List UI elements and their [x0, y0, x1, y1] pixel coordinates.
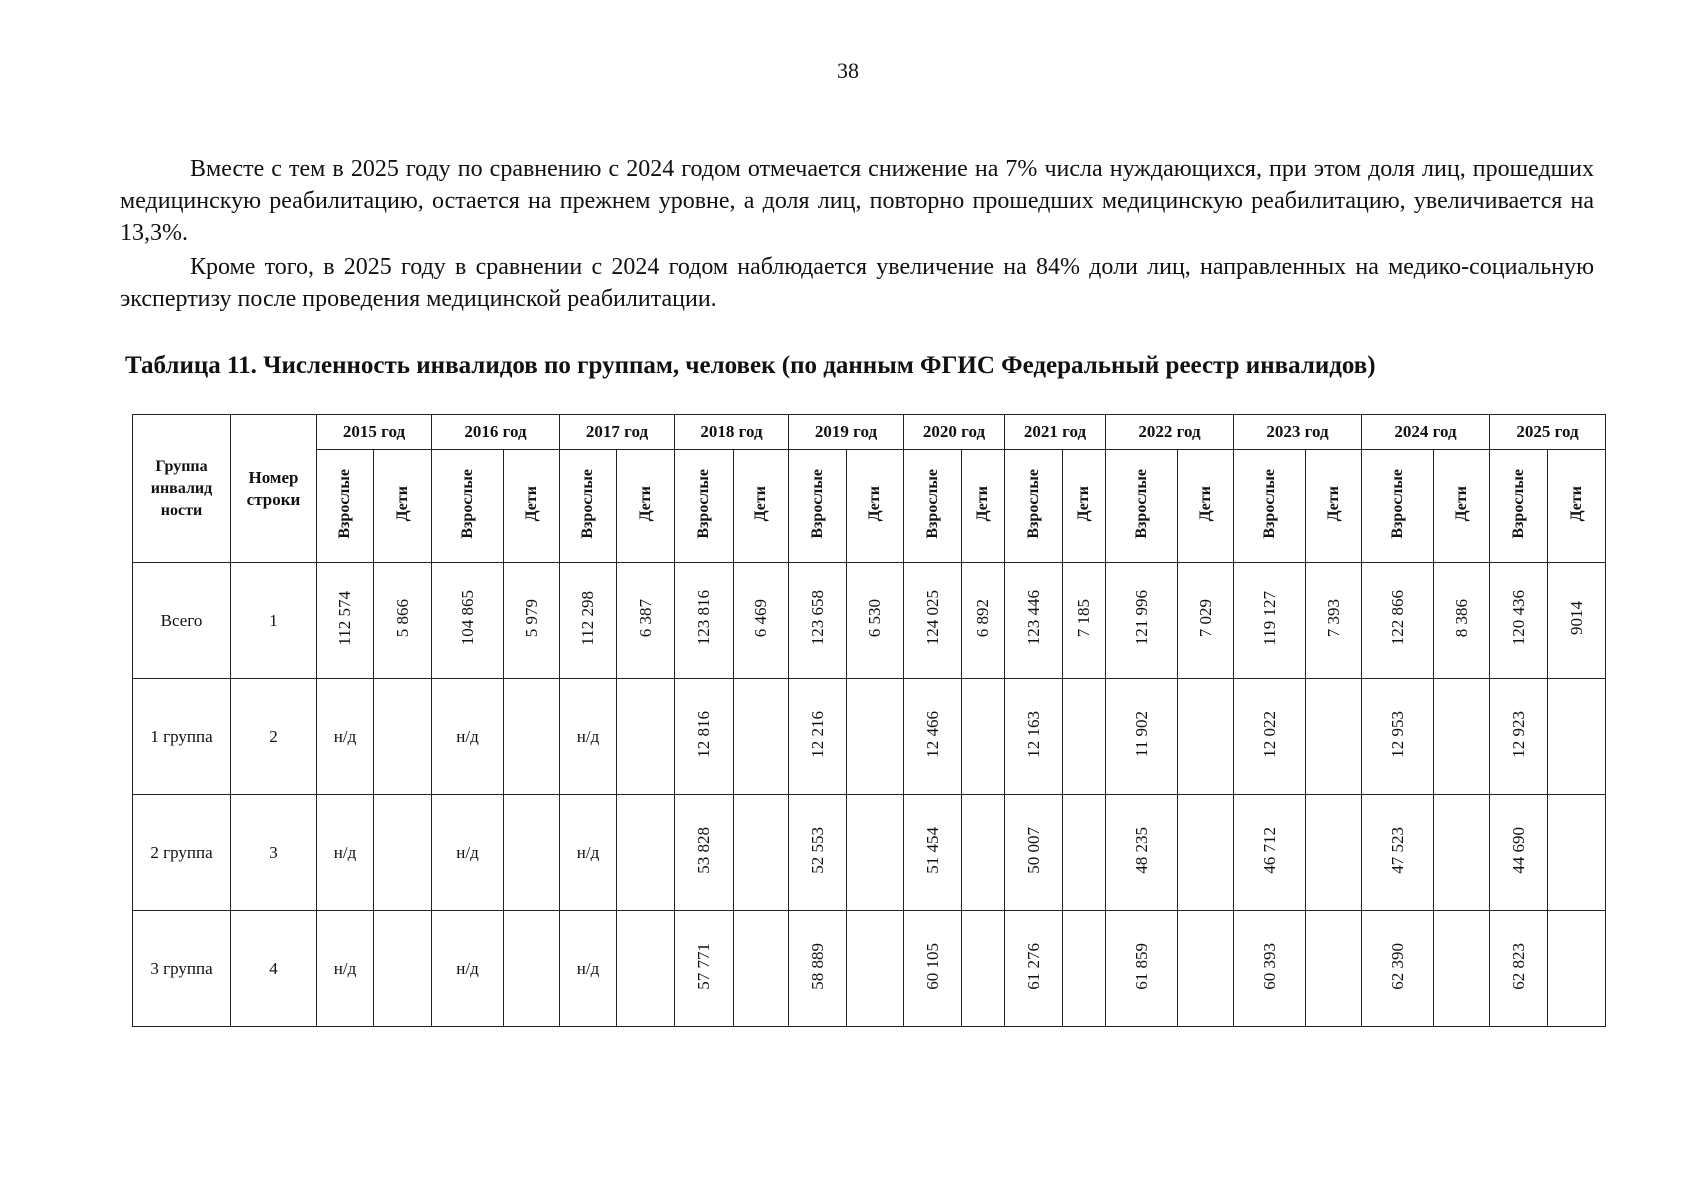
row-label: 3 группа: [133, 911, 231, 1027]
cell-value: 121 996: [1131, 590, 1151, 646]
disability-table: [132, 414, 1606, 1027]
table-cell: [904, 911, 962, 1027]
children-header: [1063, 450, 1106, 563]
table-cell: [962, 679, 1005, 795]
cell-value: 47 523: [1387, 826, 1407, 874]
table-cell: [1434, 911, 1490, 1027]
table-cell: [1063, 795, 1106, 911]
table-cell: [1234, 911, 1306, 1027]
table-cell: [374, 795, 432, 911]
table-cell: [1434, 679, 1490, 795]
cell-value: 6 387: [635, 598, 655, 638]
table-cell: [504, 795, 560, 911]
cell-value: 60 393: [1259, 942, 1279, 990]
table-cell: [432, 795, 504, 911]
cell-value: 61 859: [1131, 942, 1151, 990]
children-header: [1178, 450, 1234, 563]
table-cell: [1178, 795, 1234, 911]
cell-value: 5 866: [392, 598, 412, 638]
table-cell: [734, 679, 789, 795]
adults-header: [1234, 450, 1306, 563]
cell-na-value: н/д: [333, 726, 357, 746]
table-cell: [1178, 679, 1234, 795]
header-row-subcolumns: [133, 450, 1606, 563]
table-cell: [1362, 795, 1434, 911]
table-cell: [617, 911, 675, 1027]
subheader-label: Взрослые: [1024, 468, 1042, 539]
table-cell: [904, 795, 962, 911]
cell-value: 61 276: [1023, 942, 1043, 990]
table-cell: [962, 911, 1005, 1027]
table-cell: [1234, 563, 1306, 679]
page-number: 38: [837, 58, 859, 83]
table-cell: [904, 563, 962, 679]
cell-value: 50 007: [1023, 826, 1043, 874]
cell-value: 48 235: [1131, 826, 1151, 874]
row-number: 3: [231, 795, 317, 911]
table-cell: [789, 911, 847, 1027]
year-header: 2015 год: [317, 415, 432, 450]
table-cell: [1434, 563, 1490, 679]
table-cell: [1178, 911, 1234, 1027]
cell-value: 12 466: [922, 710, 942, 758]
table-cell: [504, 563, 560, 679]
subheader-label: Дети: [866, 485, 883, 522]
cell-na-value: н/д: [456, 726, 479, 746]
table-cell: [962, 795, 1005, 911]
table-cell: [1063, 911, 1106, 1027]
year-header: 2023 год: [1234, 415, 1362, 450]
cell-value: 123 816: [694, 590, 713, 646]
table-cell: [1005, 679, 1063, 795]
table-cell: [1362, 563, 1434, 679]
table-cell: [1106, 795, 1178, 911]
cell-value: 6 469: [751, 598, 770, 638]
cell-value: 62 390: [1387, 942, 1407, 990]
table-cell: [560, 679, 617, 795]
cell-value: 6 530: [865, 598, 884, 638]
subheader-label: Дети: [974, 485, 991, 522]
cell-value: 60 105: [922, 942, 942, 990]
cell-value: 8 386: [1451, 598, 1471, 638]
table-cell: [617, 563, 675, 679]
table-cell: [1490, 911, 1548, 1027]
subheader-label: Дети: [393, 485, 411, 522]
subheader-label: Взрослые: [1388, 468, 1406, 539]
subheader-label: Взрослые: [1132, 468, 1150, 539]
adults-header: [317, 450, 374, 563]
year-header: 2025 год: [1490, 415, 1606, 450]
table-cell: [317, 795, 374, 911]
adults-header: [1106, 450, 1178, 563]
table-cell: [432, 679, 504, 795]
children-header: [1434, 450, 1490, 563]
children-header: [374, 450, 432, 563]
children-header: [504, 450, 560, 563]
children-header: [1306, 450, 1362, 563]
cell-value: 120 436: [1508, 590, 1528, 646]
cell-value: 124 025: [922, 590, 942, 646]
table-cell: [374, 563, 432, 679]
cell-value: 7 029: [1195, 598, 1215, 638]
cell-value: 53 828: [694, 826, 713, 874]
year-header: 2019 год: [789, 415, 904, 450]
subheader-label: Взрослые: [1509, 468, 1527, 539]
table-cell: [1306, 679, 1362, 795]
subheader-label: Взрослые: [808, 468, 826, 539]
table-cell: [504, 911, 560, 1027]
table-cell: [1306, 911, 1362, 1027]
row-label: 1 группа: [133, 679, 231, 795]
table-cell: [1063, 563, 1106, 679]
table-cell: [789, 679, 847, 795]
table-cell: [1005, 795, 1063, 911]
subheader-label: Дети: [522, 485, 540, 522]
cell-value: 123 658: [807, 590, 827, 646]
children-header: [962, 450, 1005, 563]
children-header: [617, 450, 675, 563]
table-cell: [734, 911, 789, 1027]
subheader-label: Дети: [1452, 485, 1470, 522]
header-row-years: [133, 415, 1606, 450]
subheader-label: Дети: [1324, 485, 1342, 522]
cell-value: 44 690: [1508, 826, 1528, 874]
table-cell: [1063, 679, 1106, 795]
cell-value: 12 816: [694, 710, 713, 758]
cell-na-value: н/д: [333, 958, 357, 978]
table-cell: [1490, 795, 1548, 911]
cell-value: 119 127: [1259, 590, 1279, 646]
table-cell: [675, 911, 734, 1027]
table-cell: [1306, 563, 1362, 679]
table-cell: [1234, 795, 1306, 911]
table-cell: [734, 563, 789, 679]
table-cell: [1005, 911, 1063, 1027]
table-cell: [1106, 563, 1178, 679]
table-cell: [1548, 679, 1606, 795]
table-cell: [1490, 679, 1548, 795]
cell-value: 104 865: [457, 590, 477, 646]
subheader-label: Взрослые: [458, 468, 476, 539]
children-header: [734, 450, 789, 563]
table-cell: [1362, 911, 1434, 1027]
adults-header: [1005, 450, 1063, 563]
cell-na-value: н/д: [576, 958, 600, 978]
row-label: Всего: [133, 563, 231, 679]
adults-header: [432, 450, 504, 563]
group-column-header: Группа инвалид ности: [133, 415, 231, 563]
table-cell: [847, 795, 904, 911]
year-header: 2017 год: [560, 415, 675, 450]
paragraph-2: Кроме того, в 2025 году в сравнении с 2024 годом наблюдается увеличение на 84% доли лиц, направленных на медико-социальную экспертизу после проведения медицинской реабилитации.: [120, 254, 1594, 312]
table-cell: [504, 679, 560, 795]
table-cell: [317, 563, 374, 679]
subheader-label: Дети: [752, 485, 769, 522]
cell-value: 58 889: [807, 942, 827, 990]
cell-value: 11 902: [1131, 710, 1151, 758]
table-row: [133, 679, 1606, 795]
cell-na-value: н/д: [576, 842, 600, 862]
adults-header: [1362, 450, 1434, 563]
table-cell: [1434, 795, 1490, 911]
subheader-label: Дети: [1196, 485, 1214, 522]
table-cell: [560, 911, 617, 1027]
year-header: 2024 год: [1362, 415, 1490, 450]
adults-header: [675, 450, 734, 563]
adults-header: [1490, 450, 1548, 563]
table-cell: [962, 563, 1005, 679]
cell-value: 12 923: [1508, 710, 1528, 758]
table-cell: [1362, 679, 1434, 795]
table-cell: [617, 679, 675, 795]
table-cell: [789, 563, 847, 679]
table-cell: [1548, 563, 1606, 679]
table-cell: [1306, 795, 1362, 911]
subheader-label: Взрослые: [336, 468, 353, 539]
cell-value: 46 712: [1259, 826, 1279, 874]
year-header: 2016 год: [432, 415, 560, 450]
year-header: 2021 год: [1005, 415, 1106, 450]
subheader-label: Взрослые: [695, 468, 712, 539]
table-cell: [1106, 911, 1178, 1027]
subheader-label: Дети: [1567, 485, 1585, 522]
children-header: [1548, 450, 1606, 563]
cell-na-value: н/д: [456, 958, 479, 978]
table-cell: [374, 679, 432, 795]
cell-value: 12 163: [1023, 710, 1043, 758]
table-row: [133, 563, 1606, 679]
subheader-label: Взрослые: [579, 468, 596, 539]
cell-na-value: н/д: [576, 726, 600, 746]
table-cell: [560, 795, 617, 911]
table-cell: [847, 563, 904, 679]
table-cell: [675, 679, 734, 795]
row-number: 4: [231, 911, 317, 1027]
table-cell: [1106, 679, 1178, 795]
table-cell: [432, 563, 504, 679]
cell-value: 7 393: [1323, 598, 1343, 638]
table-cell: [1234, 679, 1306, 795]
cell-value: 57 771: [694, 942, 713, 990]
cell-na-value: н/д: [456, 842, 479, 862]
row-number: 2: [231, 679, 317, 795]
cell-value: 6 892: [973, 598, 992, 638]
cell-value: 51 454: [922, 826, 942, 874]
cell-value: 52 553: [807, 826, 827, 874]
table-cell: [904, 679, 962, 795]
cell-value: 123 446: [1023, 590, 1043, 646]
table-cell: [789, 795, 847, 911]
table-cell: [560, 563, 617, 679]
table-cell: [317, 679, 374, 795]
table-cell: [317, 911, 374, 1027]
year-header: 2020 год: [904, 415, 1005, 450]
subheader-label: Дети: [1075, 485, 1092, 522]
table-cell: [847, 679, 904, 795]
table-cell: [1005, 563, 1063, 679]
year-header: 2022 год: [1106, 415, 1234, 450]
table-cell: [1548, 795, 1606, 911]
cell-value: 12 953: [1387, 710, 1407, 758]
table-cell: [1178, 563, 1234, 679]
table-cell: [675, 795, 734, 911]
adults-header: [560, 450, 617, 563]
table-cell: [734, 795, 789, 911]
cell-value: 12 022: [1259, 710, 1279, 758]
table-cell: [847, 911, 904, 1027]
table-cell: [617, 795, 675, 911]
cell-value: 9014: [1566, 601, 1586, 635]
adults-header: [789, 450, 847, 563]
cell-value: 112 574: [335, 590, 354, 646]
children-header: [847, 450, 904, 563]
cell-value: 5 979: [521, 598, 541, 638]
paragraph-1: Вместе с тем в 2025 году по сравнению с 2024 годом отмечается снижение на 7% числа нуждающихся, при этом доля лиц, прошедших медицинскую реабилитацию, остается на прежнем уровне, а доля лиц, повторно прошедших медицинскую реабилитацию, увеличивается на 13,3%.: [120, 156, 1594, 246]
subheader-label: Взрослые: [923, 468, 941, 539]
cell-value: 112 298: [578, 590, 597, 646]
table-cell: [675, 563, 734, 679]
subheader-label: Дети: [636, 485, 654, 522]
cell-value: 7 185: [1074, 598, 1093, 638]
table-cell: [374, 911, 432, 1027]
table-cell: [1490, 563, 1548, 679]
row-label: 2 группа: [133, 795, 231, 911]
table-row: [133, 795, 1606, 911]
body-text: [120, 153, 1594, 317]
row-number-header: Номер строки: [231, 415, 317, 563]
table-cell: [432, 911, 504, 1027]
cell-value: 62 823: [1508, 942, 1528, 990]
year-header: 2018 год: [675, 415, 789, 450]
adults-header: [904, 450, 962, 563]
cell-value: 12 216: [807, 710, 827, 758]
table-row: [133, 911, 1606, 1027]
table-cell: [1548, 911, 1606, 1027]
cell-na-value: н/д: [333, 842, 357, 862]
table-title: Таблица 11. Численность инвалидов по группам, человек (по данным ФГИС Федеральный реестр инвалидов): [125, 352, 1376, 379]
subheader-label: Взрослые: [1260, 468, 1278, 539]
cell-value: 122 866: [1387, 590, 1407, 646]
row-number: 1: [231, 563, 317, 679]
